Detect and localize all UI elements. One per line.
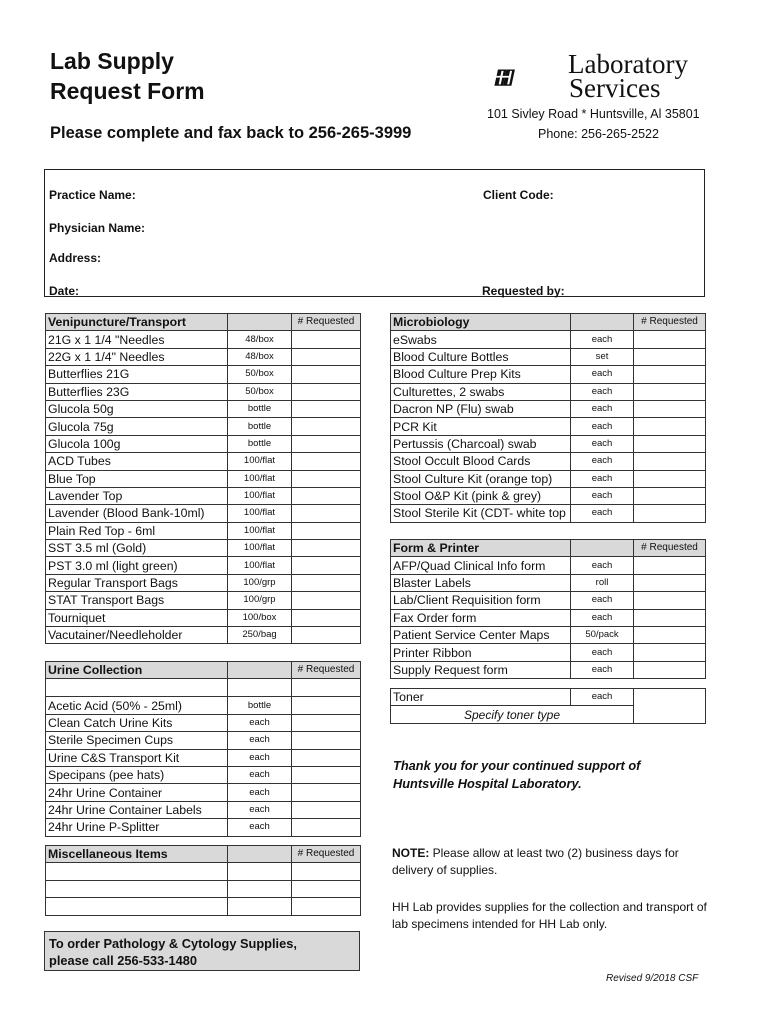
- item-name: Patient Service Center Maps: [391, 626, 571, 643]
- supply-item-row: [391, 366, 706, 383]
- supply-item-row: [391, 383, 706, 400]
- item-unit: bottle: [228, 697, 292, 714]
- requested-by-label: Requested by:: [482, 284, 565, 298]
- item-name: Lavender (Blood Bank-10ml): [46, 505, 228, 522]
- misc-item-input[interactable]: [46, 863, 228, 880]
- urine-header-row: [46, 662, 361, 679]
- request-qty-input[interactable]: [292, 784, 361, 801]
- request-qty-input[interactable]: [292, 697, 361, 714]
- unit-header-cell: [571, 314, 634, 331]
- unit-header-cell: [228, 846, 292, 863]
- item-unit: set: [571, 348, 634, 365]
- misc-item-input[interactable]: [46, 898, 228, 915]
- supply-item-row: [391, 592, 706, 609]
- item-name: SST 3.5 ml (Gold): [46, 540, 228, 557]
- item-name: AFP/Quad Clinical Info form: [391, 557, 571, 574]
- supply-item-row: [391, 609, 706, 626]
- item-name: Stool O&P Kit (pink & grey): [391, 487, 571, 504]
- item-name: 21G x 1 1/4 "Needles: [46, 331, 228, 348]
- supply-item-row: [46, 400, 361, 417]
- item-name: Lab/Client Requisition form: [391, 592, 571, 609]
- supply-item-row: [391, 470, 706, 487]
- item-unit: each: [228, 766, 292, 783]
- title-line-1: Lab Supply: [50, 48, 174, 74]
- supply-item-row: [46, 784, 361, 801]
- misc-header-row: [46, 846, 361, 863]
- supply-item-row: [46, 609, 361, 626]
- supply-item-row: [46, 627, 361, 644]
- item-unit: 50/box: [228, 366, 292, 383]
- request-qty-input[interactable]: [292, 383, 361, 400]
- item-unit: each: [571, 557, 634, 574]
- misc-unit-input[interactable]: [228, 863, 292, 880]
- request-qty-input[interactable]: [292, 540, 361, 557]
- item-name: 24hr Urine P-Splitter: [46, 819, 228, 836]
- item-unit: each: [571, 470, 634, 487]
- item-unit: roll: [571, 574, 634, 591]
- item-name: Specipans (pee hats): [46, 766, 228, 783]
- logo-wordmark: [568, 49, 688, 103]
- supply-item-row: [46, 732, 361, 749]
- misc-unit-input[interactable]: [228, 880, 292, 897]
- request-qty-input[interactable]: [292, 522, 361, 539]
- supply-item-row: [46, 592, 361, 609]
- physician-name-label: Physician Name:: [49, 221, 146, 235]
- item-unit: each: [571, 592, 634, 609]
- item-name: Fax Order form: [391, 609, 571, 626]
- item-unit: each: [571, 383, 634, 400]
- note-label: NOTE:: [392, 846, 430, 860]
- request-qty-input[interactable]: [634, 348, 706, 365]
- item-name: Toner: [391, 689, 571, 706]
- form-printer-header-row: [391, 540, 706, 557]
- supply-item-row: [46, 697, 361, 714]
- item-name: PCR Kit: [391, 418, 571, 435]
- urine-blank-row: [46, 679, 361, 697]
- supply-item-row: [46, 574, 361, 591]
- request-qty-input[interactable]: [634, 453, 706, 470]
- form-title: [50, 46, 205, 106]
- request-qty-input[interactable]: [292, 627, 361, 644]
- request-qty-input[interactable]: [634, 574, 706, 591]
- request-qty-input[interactable]: [292, 505, 361, 522]
- supply-item-row: [46, 383, 361, 400]
- item-name: PST 3.0 ml (light green): [46, 557, 228, 574]
- request-qty-input[interactable]: [634, 470, 706, 487]
- item-name: Stool Occult Blood Cards: [391, 453, 571, 470]
- pathology-order-box: [44, 931, 360, 971]
- lab-phone: Phone: 256-265-2522: [538, 127, 659, 141]
- request-qty-input[interactable]: [292, 574, 361, 591]
- item-name: 22G x 1 1/4" Needles: [46, 348, 228, 365]
- item-unit: each: [571, 609, 634, 626]
- item-unit: 100/flat: [228, 522, 292, 539]
- request-qty-input[interactable]: [292, 766, 361, 783]
- request-qty-input[interactable]: [292, 732, 361, 749]
- supply-item-row: [391, 331, 706, 348]
- item-unit: each: [571, 689, 634, 706]
- request-qty-input[interactable]: [292, 557, 361, 574]
- supply-item-row: [46, 714, 361, 731]
- requested-header: # Requested: [634, 314, 706, 331]
- item-name: Vacutainer/Needleholder: [46, 627, 228, 644]
- request-qty-input[interactable]: [292, 470, 361, 487]
- request-qty-input[interactable]: [634, 418, 706, 435]
- supply-item-row: [46, 749, 361, 766]
- requested-header: # Requested: [292, 314, 361, 331]
- item-name: Glucola 75g: [46, 418, 228, 435]
- request-qty-input[interactable]: [634, 592, 706, 609]
- logo-line-2: Services: [569, 73, 661, 103]
- request-qty-input[interactable]: [292, 418, 361, 435]
- misc-row[interactable]: [46, 880, 361, 897]
- item-name: Glucola 50g: [46, 400, 228, 417]
- item-name: Stool Sterile Kit (CDT- white top: [391, 505, 571, 522]
- request-qty-input[interactable]: [292, 453, 361, 470]
- supply-item-row: [391, 453, 706, 470]
- request-qty-input[interactable]: [292, 592, 361, 609]
- request-qty-input[interactable]: [292, 801, 361, 818]
- item-name: STAT Transport Bags: [46, 592, 228, 609]
- item-unit: 100/flat: [228, 487, 292, 504]
- microbiology-heading: Microbiology: [391, 314, 571, 331]
- item-unit: 250/bag: [228, 627, 292, 644]
- item-unit: 48/box: [228, 348, 292, 365]
- request-qty-input[interactable]: [634, 505, 706, 522]
- thank-you-note: [393, 757, 640, 793]
- item-unit: each: [571, 487, 634, 504]
- item-name: Tourniquet: [46, 609, 228, 626]
- request-qty-input[interactable]: [292, 609, 361, 626]
- misc-row[interactable]: [46, 898, 361, 915]
- venipuncture-heading: Venipuncture/Transport: [46, 314, 228, 331]
- item-name: Plain Red Top - 6ml: [46, 522, 228, 539]
- request-qty-input[interactable]: [292, 880, 361, 897]
- supply-item-row: [391, 487, 706, 504]
- item-unit: each: [571, 453, 634, 470]
- request-qty-input[interactable]: [634, 331, 706, 348]
- supply-item-row: [391, 400, 706, 417]
- item-unit: each: [571, 366, 634, 383]
- requested-header: # Requested: [634, 540, 706, 557]
- supply-item-row: [46, 470, 361, 487]
- item-unit: bottle: [228, 400, 292, 417]
- request-qty-input[interactable]: [634, 644, 706, 661]
- supply-item-row: [46, 801, 361, 818]
- title-line-2: Request Form: [50, 78, 205, 104]
- client-code-label: Client Code:: [483, 188, 554, 202]
- supply-item-row: [391, 557, 706, 574]
- item-name: Clean Catch Urine Kits: [46, 714, 228, 731]
- form-printer-heading: Form & Printer: [391, 540, 571, 557]
- item-unit: bottle: [228, 435, 292, 452]
- toner-row: [391, 689, 706, 706]
- lab-address: 101 Sivley Road * Huntsville, Al 35801: [487, 107, 700, 121]
- supply-item-row: [391, 435, 706, 452]
- item-name: Regular Transport Bags: [46, 574, 228, 591]
- item-name: Butterflies 23G: [46, 383, 228, 400]
- request-qty-input[interactable]: [634, 400, 706, 417]
- request-qty-input[interactable]: [292, 898, 361, 915]
- item-unit: 100/flat: [228, 453, 292, 470]
- request-qty-input[interactable]: [292, 435, 361, 452]
- request-qty-input[interactable]: [634, 626, 706, 643]
- supply-item-row: [46, 331, 361, 348]
- supply-item-row: [46, 522, 361, 539]
- supply-item-row: [46, 540, 361, 557]
- requested-header: # Requested: [292, 846, 361, 863]
- pathology-line-1: To order Pathology & Cytology Supplies,: [49, 936, 297, 951]
- venipuncture-table: [45, 313, 361, 644]
- unit-header-cell: [228, 314, 292, 331]
- item-unit: each: [571, 644, 634, 661]
- item-unit: 100/box: [228, 609, 292, 626]
- item-name: Culturettes, 2 swabs: [391, 383, 571, 400]
- note-text: Please allow at least two (2) business days for delivery of supplies.: [392, 846, 679, 877]
- address-label: Address:: [49, 251, 102, 265]
- item-name: Glucola 100g: [46, 435, 228, 452]
- request-qty-input[interactable]: [292, 331, 361, 348]
- item-name: Butterflies 21G: [46, 366, 228, 383]
- request-qty-input[interactable]: [634, 661, 706, 678]
- supply-item-row: [46, 487, 361, 504]
- supply-item-row: [46, 766, 361, 783]
- item-name: Stool Culture Kit (orange top): [391, 470, 571, 487]
- specify-toner-label[interactable]: Specify toner type: [391, 706, 634, 723]
- microbiology-table: [390, 313, 706, 523]
- item-name: Pertussis (Charcoal) swab: [391, 435, 571, 452]
- item-name: ACD Tubes: [46, 453, 228, 470]
- item-name: eSwabs: [391, 331, 571, 348]
- unit-header-cell: [228, 662, 292, 679]
- hh-lab-note: HH Lab provides supplies for the collection and transport of lab specimens intended for HH Lab only.: [392, 900, 707, 931]
- item-unit: each: [571, 661, 634, 678]
- item-unit: 100/grp: [228, 592, 292, 609]
- request-qty-input[interactable]: [292, 400, 361, 417]
- practice-name-label: Practice Name:: [49, 188, 136, 202]
- item-name: Sterile Specimen Cups: [46, 732, 228, 749]
- supply-item-row: [46, 453, 361, 470]
- supply-item-row: [46, 348, 361, 365]
- item-name: Supply Request form: [391, 661, 571, 678]
- item-name: 24hr Urine Container: [46, 784, 228, 801]
- item-unit: each: [228, 819, 292, 836]
- fax-instruction: Please complete and fax back to 256-265-3999: [50, 124, 412, 142]
- hh-logo-icon: [493, 50, 568, 106]
- revision-label: Revised 9/2018 CSF: [606, 973, 699, 984]
- venipuncture-header-row: [46, 314, 361, 331]
- supply-item-row: [46, 418, 361, 435]
- supply-item-row: [46, 557, 361, 574]
- item-unit: each: [571, 400, 634, 417]
- urine-collection-table: [45, 661, 361, 837]
- supply-item-row: [391, 418, 706, 435]
- item-unit: 100/flat: [228, 540, 292, 557]
- supply-item-row: [391, 505, 706, 522]
- request-qty-input[interactable]: [634, 487, 706, 504]
- item-name: Acetic Acid (50% - 25ml): [46, 697, 228, 714]
- item-name: Blood Culture Prep Kits: [391, 366, 571, 383]
- request-qty-input[interactable]: [634, 366, 706, 383]
- request-qty-input[interactable]: [634, 689, 706, 724]
- supply-item-row: [391, 348, 706, 365]
- thanks-line-1: Thank you for your continued support of: [393, 758, 641, 773]
- item-name: Blue Top: [46, 470, 228, 487]
- request-qty-input[interactable]: [292, 679, 361, 697]
- request-qty-input[interactable]: [292, 863, 361, 880]
- supply-item-row: [46, 366, 361, 383]
- misc-unit-input[interactable]: [228, 898, 292, 915]
- item-unit: each: [228, 784, 292, 801]
- item-name: 24hr Urine Container Labels: [46, 801, 228, 818]
- unit-header-cell: [571, 540, 634, 557]
- item-unit: each: [571, 435, 634, 452]
- item-unit: each: [571, 418, 634, 435]
- item-name: Printer Ribbon: [391, 644, 571, 661]
- item-unit: bottle: [228, 418, 292, 435]
- supply-item-row: [391, 626, 706, 643]
- microbiology-header-row: [391, 314, 706, 331]
- item-name: Lavender Top: [46, 487, 228, 504]
- item-unit: 50/pack: [571, 626, 634, 643]
- form-printer-table: [390, 539, 706, 679]
- supply-item-row: [46, 819, 361, 836]
- item-unit: 100/flat: [228, 470, 292, 487]
- item-name: Blood Culture Bottles: [391, 348, 571, 365]
- request-qty-input[interactable]: [292, 749, 361, 766]
- item-unit: 50/box: [228, 383, 292, 400]
- misc-items-table: [45, 845, 361, 916]
- date-label: Date:: [49, 284, 80, 298]
- item-unit: each: [228, 801, 292, 818]
- supply-item-row: [46, 435, 361, 452]
- pathology-line-2: please call 256-533-1480: [49, 953, 197, 968]
- item-unit: each: [228, 714, 292, 731]
- misc-item-input[interactable]: [46, 880, 228, 897]
- urine-heading: Urine Collection: [46, 662, 228, 679]
- item-name: Blaster Labels: [391, 574, 571, 591]
- request-qty-input[interactable]: [292, 487, 361, 504]
- supply-item-row: [46, 505, 361, 522]
- logo-line-1: Laboratory: [568, 49, 688, 79]
- supply-item-row: [391, 661, 706, 678]
- delivery-note: [392, 845, 712, 879]
- requested-header: # Requested: [292, 662, 361, 679]
- requester-info-box: [44, 169, 705, 297]
- request-qty-input[interactable]: [634, 609, 706, 626]
- request-qty-input[interactable]: [634, 435, 706, 452]
- item-name: Dacron NP (Flu) swab: [391, 400, 571, 417]
- supply-item-row: [391, 644, 706, 661]
- item-unit: each: [571, 331, 634, 348]
- item-unit: 48/box: [228, 331, 292, 348]
- item-unit: 100/flat: [228, 505, 292, 522]
- item-unit: each: [228, 732, 292, 749]
- request-qty-input[interactable]: [292, 714, 361, 731]
- item-unit: each: [228, 749, 292, 766]
- toner-table: [390, 688, 706, 724]
- item-unit: 100/grp: [228, 574, 292, 591]
- item-name: Urine C&S Transport Kit: [46, 749, 228, 766]
- supply-item-row: [391, 574, 706, 591]
- request-qty-input[interactable]: [292, 366, 361, 383]
- misc-row[interactable]: [46, 863, 361, 880]
- request-qty-input[interactable]: [292, 819, 361, 836]
- item-unit: each: [571, 505, 634, 522]
- request-qty-input[interactable]: [292, 348, 361, 365]
- misc-heading: Miscellaneous Items: [46, 846, 228, 863]
- item-unit: 100/flat: [228, 557, 292, 574]
- request-qty-input[interactable]: [634, 557, 706, 574]
- request-qty-input[interactable]: [634, 383, 706, 400]
- thanks-line-2: Huntsville Hospital Laboratory.: [393, 776, 582, 791]
